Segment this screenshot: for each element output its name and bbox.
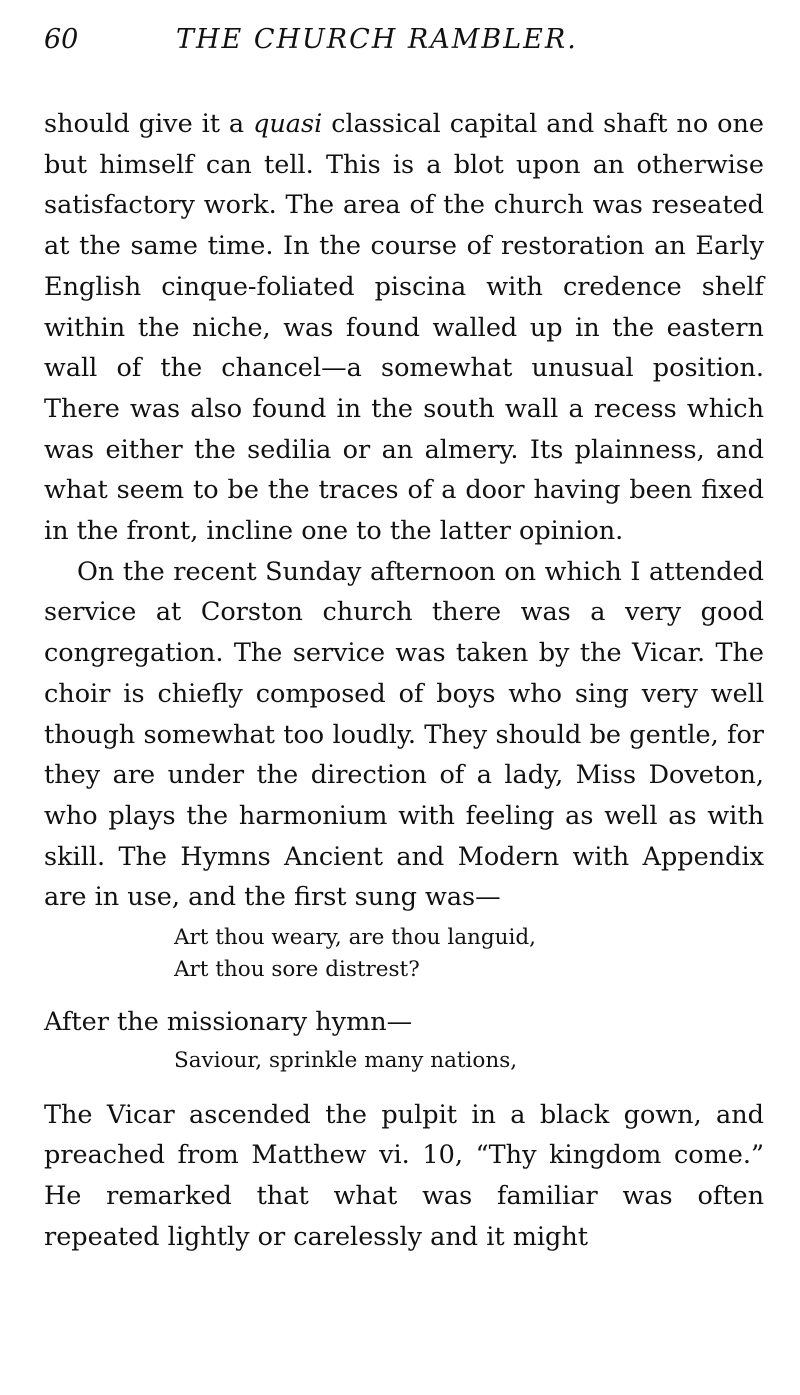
paragraph-sermon: The Vicar ascended the pulpit in a black gown, and preached from Matthew vi. 10, “Thy kingdom come.” He remarked that what was familiar was often repeated lightly or carelessly and it might [44,1099,764,1252]
page-number: 60 [44,24,79,55]
body-text [44,104,764,1258]
paragraph-restoration-rest: classical capital and shaft no one but himself can tell. This is a blot upon an otherwise satisfactory work. The area of the church was reseated at the same time. In the course of restoration an Early English cinque-foliated piscina with credence shelf within the niche, was found walled up in the eastern wall of the chancel—a somewhat unusual position. There was also found in the south wall a recess which was either the sedilia or an almery. Its plainness, and what seem to be the traces of a door having been fixed in the front, incline one to the latter opinion. [44,109,764,547]
hymn-quote-saviour [44,1045,764,1077]
italic-quasi: quasi [253,109,323,139]
hymn-line-2: Art thou sore distrest? [174,957,420,983]
hymn-line-1: Art thou weary, are thou languid, [174,925,536,951]
paragraph-service: On the recent Sunday afternoon on which I attended service at Corston church there was a very good congregation. The service was taken by the Vicar. The choir is chiefly composed of boys who sing very well though somewhat too loudly. They should be gentle, for they are under the direction of a lady, Miss Doveton, who plays the harmonium with feeling as well as with skill. The Hymns Ancient and Modern with Appendix are in use, and the first sung was— [44,556,764,913]
paragraph-restoration [44,104,764,552]
running-title: THE CHURCH RAMBLER. [176,24,578,55]
hymn-line-3: Saviour, sprinkle many nations, [174,1047,518,1073]
running-head [44,24,764,64]
hymn-quote-weary [44,922,764,986]
missionary-hymn-intro: After the missionary hymn— [44,1007,413,1038]
paragraph-restoration-start: should give it a [44,109,254,139]
